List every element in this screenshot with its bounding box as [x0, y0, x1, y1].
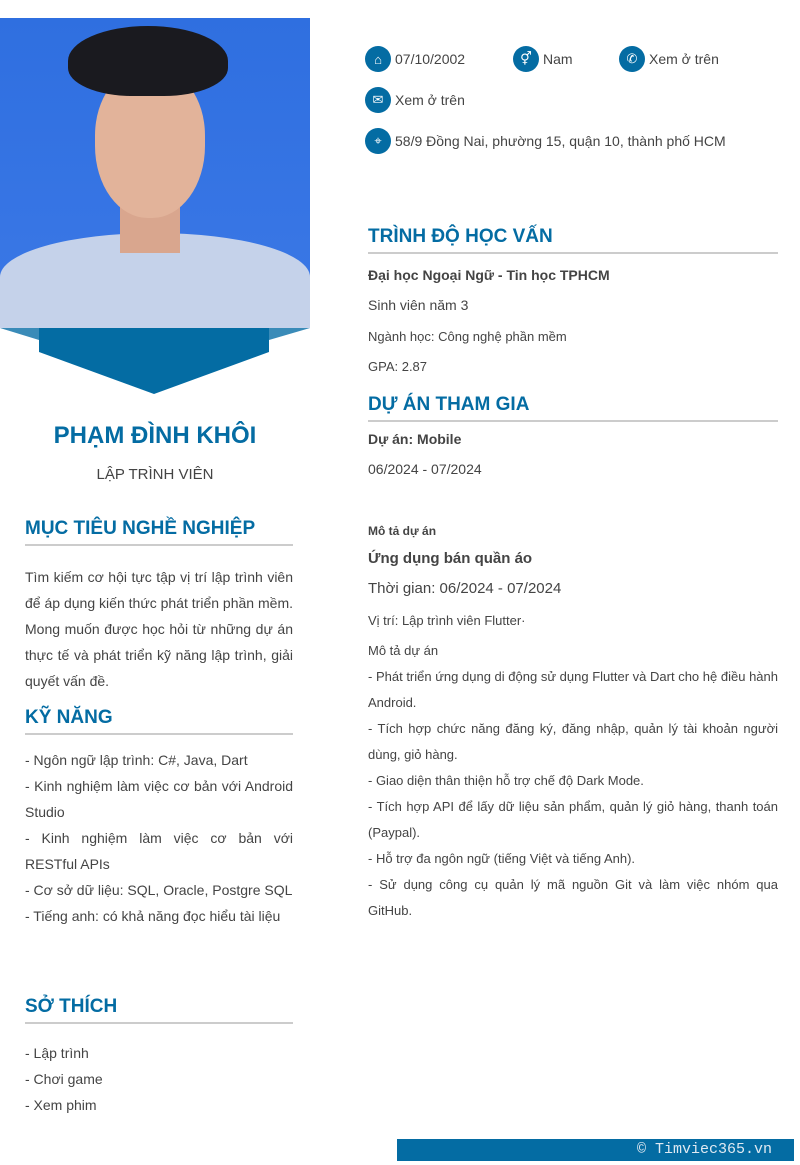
projects-heading: DỰ ÁN THAM GIA [368, 394, 778, 422]
project-name: Dự án: Mobile [368, 431, 462, 447]
email: Xem ở trên [395, 92, 465, 108]
map-pin-icon: ⌖ [365, 128, 391, 154]
gender: Nam [543, 51, 573, 67]
email-icon: ✉ [365, 87, 391, 113]
objective-text: Tìm kiếm cơ hội tực tập vị trí lập trình viên để áp dụng kiến thức phát triển phần mềm. Mong muốn được học hỏi từ những dự án thực tế và phát triển kỹ năng lập trình, giải quyết vấn đề. [25, 569, 293, 689]
project-time: Thời gian: 06/2024 - 07/2024 [368, 580, 562, 597]
education-year: Sinh viên năm 3 [368, 297, 469, 313]
candidate-name: PHẠM ĐÌNH KHÔI [53, 422, 257, 449]
education-major: Ngành học: Công nghệ phần mềm [368, 329, 567, 344]
phone-icon: ✆ [619, 46, 645, 72]
birthday-cake-icon: ⌂ [365, 46, 391, 72]
hobby-item: - Xem phim [25, 1097, 97, 1113]
photo-hair [68, 26, 228, 96]
skill-item: - Ngôn ngữ lập trình: C#, Java, Dart [25, 752, 248, 768]
skill-item: - Kinh nghiệm làm việc cơ bản với Android Studio [25, 778, 293, 820]
project-bullet: - Sử dụng công cụ quản lý mã nguồn Git và làm việc nhóm qua GitHub. [368, 877, 778, 918]
objective-heading: MỤC TIÊU NGHỀ NGHIỆP [25, 518, 293, 546]
project-bullet: - Tích hợp chức năng đăng ký, đăng nhập, quản lý tài khoản người dùng, giỏ hàng. [368, 721, 778, 762]
project-bullet: - Phát triển ứng dụng di động sử dụng Flutter và Dart cho hệ điều hành Android. [368, 669, 778, 710]
birthday: 07/10/2002 [395, 51, 466, 67]
address: 58/9 Đồng Nai, phường 15, quận 10, thành phố HCM [395, 133, 726, 149]
education-heading: TRÌNH ĐỘ HỌC VẤN [368, 226, 778, 254]
project-desc-label: Mô tả dự án [368, 524, 437, 538]
project-bullet: - Giao diện thân thiện hỗ trợ chế độ Dark Mode. [368, 773, 644, 788]
skills-heading: KỸ NĂNG [25, 707, 293, 735]
footer-watermark: © Timviec365.vn [397, 1139, 794, 1161]
project-bullet: - Tích hợp API để lấy dữ liệu sản phẩm, quản lý giỏ hàng, thanh toán (Paypal). [368, 799, 778, 840]
hobby-item: - Chơi game [25, 1071, 103, 1087]
project-app: Ứng dụng bán quần áo [368, 550, 533, 567]
hobby-item: - Lập trình [25, 1045, 89, 1061]
hobbies-heading: SỞ THÍCH [25, 996, 293, 1024]
project-desc-heading: Mô tả dự án [368, 643, 439, 658]
photo-banner [0, 328, 310, 398]
school-name: Đại học Ngoại Ngữ - Tin học TPHCM [368, 267, 610, 283]
project-period: 06/2024 - 07/2024 [368, 461, 482, 477]
skill-item: - Tiếng anh: có khả năng đọc hiểu tài liệu [25, 908, 281, 924]
education-gpa: GPA: 2.87 [368, 359, 428, 374]
skill-item: - Kinh nghiệm làm việc cơ bản với RESTful APIs [25, 830, 293, 872]
gender-icon: ⚥ [513, 46, 539, 72]
profile-photo [0, 18, 310, 328]
skill-item: - Cơ sở dữ liệu: SQL, Oracle, Postgre SQL [25, 882, 293, 898]
project-position: Vị trí: Lập trình viên Flutter· [368, 613, 526, 628]
project-bullet: - Hỗ trợ đa ngôn ngữ (tiếng Việt và tiếng Anh). [368, 851, 636, 866]
candidate-role: LẬP TRÌNH VIÊN [96, 466, 214, 483]
phone: Xem ở trên [649, 51, 719, 67]
